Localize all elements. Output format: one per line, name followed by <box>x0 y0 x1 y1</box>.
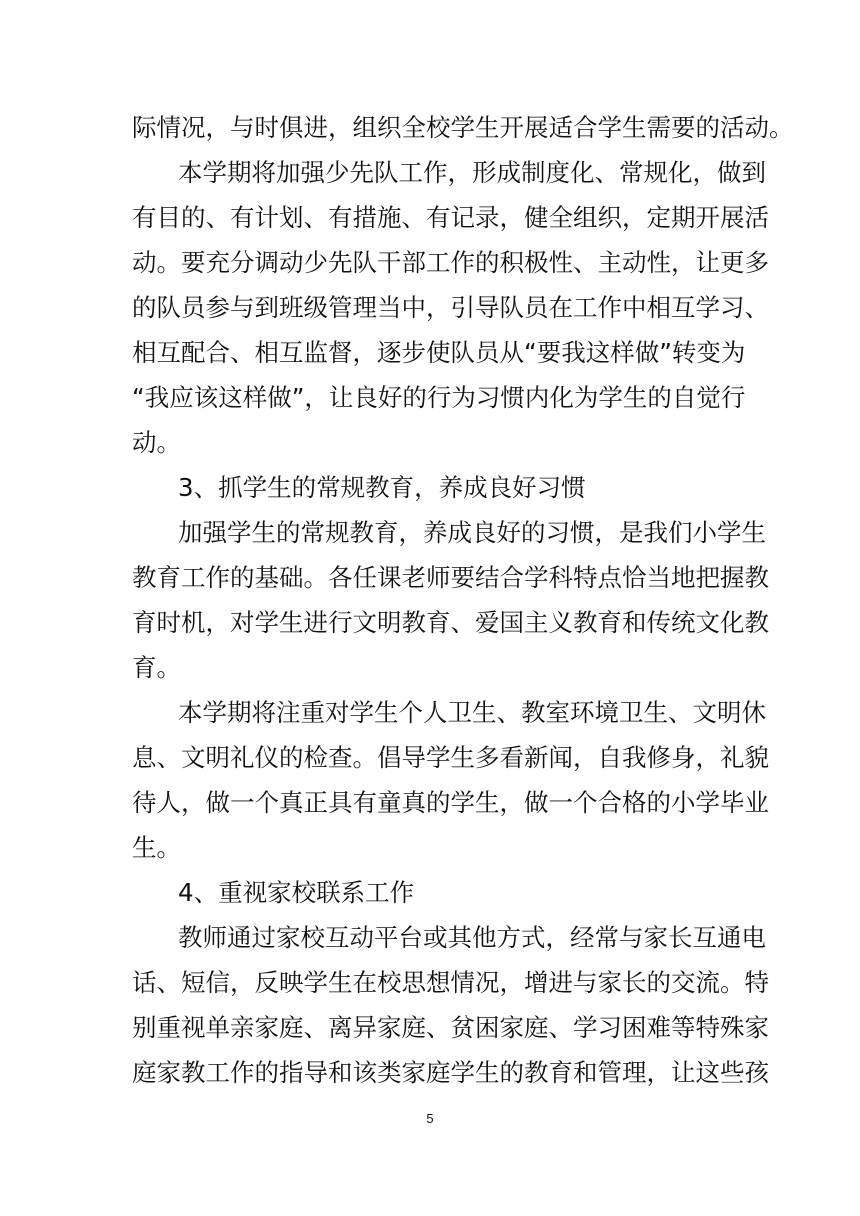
text-line: 教育工作的基础。各任课老师要结合学科特点恰当地把握教 <box>132 563 769 592</box>
text-line: 动。 <box>132 428 181 457</box>
text-line: 动。要充分调动少先队干部工作的积极性、主动性，让更多 <box>132 248 769 277</box>
text-line: 别重视单亲家庭、离异家庭、贫困家庭、学习困难等特殊家 <box>132 1013 769 1042</box>
text-line: 相互配合、相互监督，逐步使队员从“要我这样做”转变为 <box>132 338 746 367</box>
text-line: 生。 <box>132 833 181 862</box>
section-heading: 4、重视家校联系工作 <box>178 878 415 907</box>
text-line: 际情况，与时俱进，组织全校学生开展适合学生需要的活动。 <box>132 113 794 142</box>
page-number: 5 <box>426 1111 434 1126</box>
text-line: 息、文明礼仪的检查。倡导学生多看新闻，自我修身，礼貌 <box>132 743 769 772</box>
text-line: 有目的、有计划、有措施、有记录，健全组织，定期开展活 <box>132 203 769 232</box>
text-line: 待人，做一个真正具有童真的学生，做一个合格的小学毕业 <box>132 788 769 817</box>
paragraph-first-line: 教师通过家校互动平台或其他方式，经常与家长互通电 <box>178 923 766 952</box>
text-line: 的队员参与到班级管理当中，引导队员在工作中相互学习、 <box>132 293 769 322</box>
paragraph-first-line: 本学期将加强少先队工作，形成制度化、常规化，做到 <box>178 158 766 187</box>
text-line: 育时机，对学生进行文明教育、爱国主义教育和传统文化教 <box>132 608 769 637</box>
paragraph-first-line: 本学期将注重对学生个人卫生、教室环境卫生、文明休 <box>178 698 766 727</box>
text-line: 话、短信，反映学生在校思想情况，增进与家长的交流。特 <box>132 968 769 997</box>
paragraph-first-line: 加强学生的常规教育，养成良好的习惯，是我们小学生 <box>178 518 766 547</box>
text-line: 育。 <box>132 653 181 682</box>
text-line: “我应该这样做”，让良好的行为习惯内化为学生的自觉行 <box>132 383 746 412</box>
text-line: 庭家教工作的指导和该类家庭学生的教育和管理，让这些孩 <box>132 1058 769 1087</box>
section-heading: 3、抓学生的常规教育，养成良好习惯 <box>178 473 586 502</box>
